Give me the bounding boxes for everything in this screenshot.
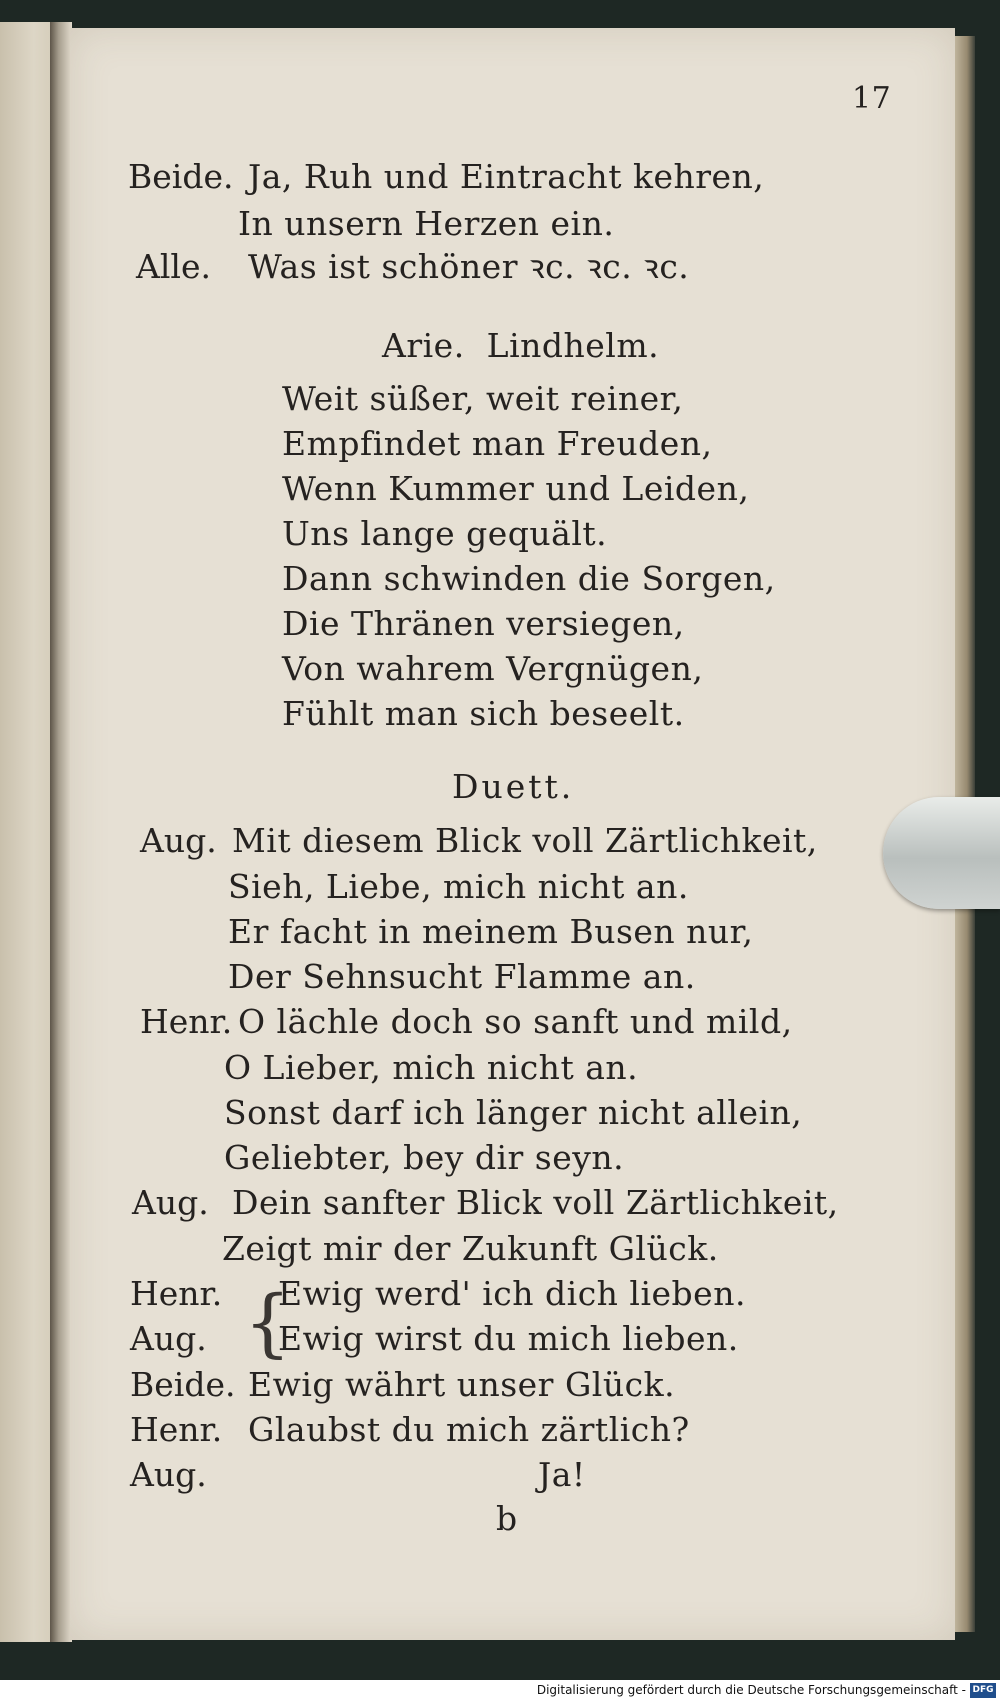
speaker-label: Aug. xyxy=(130,1319,207,1358)
verse-line: Ja, Ruh und Eintracht kehren, xyxy=(248,157,765,196)
speaker-label: Aug. xyxy=(132,1183,209,1222)
speaker-label: Aug. xyxy=(140,821,217,860)
aria-line: Dann schwinden die Sorgen, xyxy=(282,559,776,598)
duet-line: Ja! xyxy=(538,1455,586,1494)
footer-bar xyxy=(0,1680,1000,1702)
duet-line: O Lieber, mich nicht an. xyxy=(224,1048,639,1087)
aria-line: Weit süßer, weit reiner, xyxy=(282,379,684,418)
aria-line: Empfindet man Freuden, xyxy=(282,424,713,463)
aria-line: Wenn Kummer und Leiden, xyxy=(282,469,750,508)
speaker-label: Alle. xyxy=(136,247,211,286)
duet-line: Sonst darf ich länger nicht allein, xyxy=(224,1093,803,1132)
aria-line: Uns lange gequält. xyxy=(282,514,608,553)
footer-credit: Digitalisierung gefördert durch die Deutsche Forschungsgemeinschaft - xyxy=(536,1683,966,1697)
duet-line: Geliebter, bey dir seyn. xyxy=(224,1138,625,1177)
duet-line: Der Sehnsucht Flamme an. xyxy=(228,957,696,996)
duet-line: Zeigt mir der Zukunft Glück. xyxy=(222,1229,719,1268)
duet-line: Er facht in meinem Busen nur, xyxy=(228,912,754,951)
verse-line: Was ist schöner ꝛc. ꝛc. ꝛc. xyxy=(248,247,690,286)
duet-line: Dein sanfter Blick voll Zärtlichkeit, xyxy=(232,1183,839,1222)
book-gutter xyxy=(50,22,72,1642)
signature-mark: b xyxy=(496,1499,518,1538)
duet-line: Mit diesem Blick voll Zärtlichkeit, xyxy=(232,821,818,860)
duet-heading: Duett. xyxy=(452,767,575,806)
brace-mark: { xyxy=(244,1280,292,1366)
aria-heading: Arie. Lindhelm. xyxy=(382,326,660,365)
duet-line: Ewig werd' ich dich lieben. xyxy=(278,1274,746,1313)
aria-line: Fühlt man sich beseelt. xyxy=(282,694,685,733)
duet-line: Glaubst du mich zärtlich? xyxy=(248,1410,690,1449)
speaker-label: Beide. xyxy=(130,1365,236,1404)
page-number: 17 xyxy=(852,81,892,116)
verse-line: In unsern Herzen ein. xyxy=(238,204,615,243)
duet-line: Ewig währt unser Glück. xyxy=(248,1365,676,1404)
speaker-label: Aug. xyxy=(130,1455,207,1494)
duet-line: Ewig wirst du mich lieben. xyxy=(278,1319,739,1358)
speaker-label: Henr. xyxy=(130,1274,223,1313)
speaker-label: Henr. xyxy=(140,1002,233,1041)
aria-line: Die Thränen versiegen, xyxy=(282,604,685,643)
dfg-logo: DFG xyxy=(970,1683,996,1698)
duet-line: Sieh, Liebe, mich nicht an. xyxy=(228,867,689,906)
page-clip-tab xyxy=(883,797,1000,909)
speaker-label: Henr. xyxy=(130,1410,223,1449)
aria-line: Von wahrem Vergnügen, xyxy=(282,649,704,688)
duet-line: O lächle doch so sanft und mild, xyxy=(238,1002,793,1041)
speaker-label: Beide. xyxy=(128,157,234,196)
